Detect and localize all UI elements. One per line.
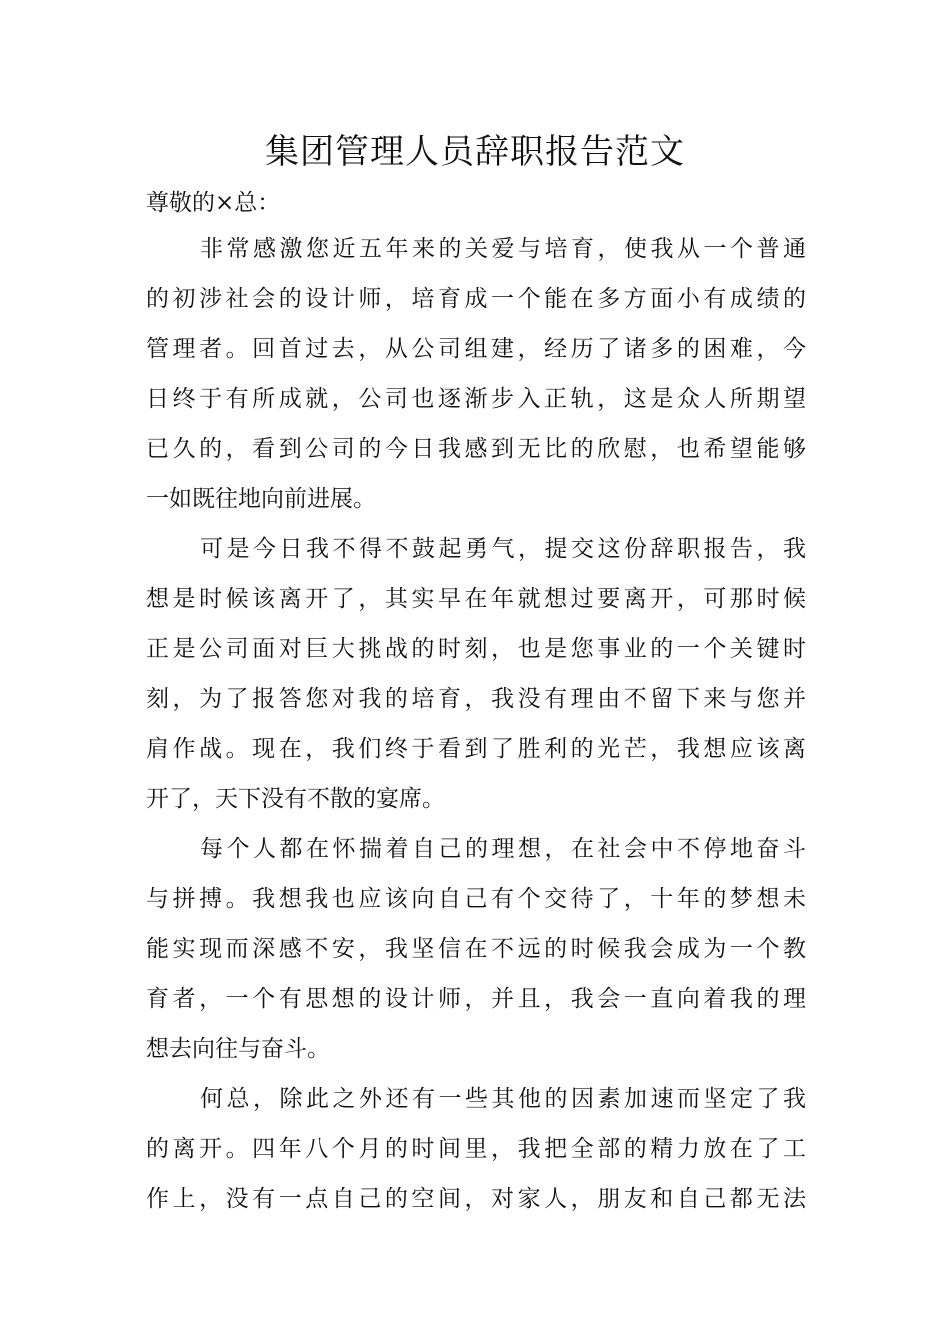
body-line: 刻，为了报答您对我的培育，我没有理由不留下来与您并 bbox=[146, 686, 806, 712]
body-line: 开了，天下没有不散的宴席。 bbox=[146, 786, 445, 812]
body-line: 一如既往地向前进展。 bbox=[146, 486, 376, 512]
body-line: 育者，一个有思想的设计师，并且，我会一直向着我的理 bbox=[146, 986, 806, 1012]
body-line: 何总，除此之外还有一些其他的因素加速而坚定了我 bbox=[200, 1086, 806, 1112]
body-line: 非常感激您近五年来的关爱与培育，使我从一个普通 bbox=[200, 236, 806, 262]
body-line: 可是今日我不得不鼓起勇气，提交这份辞职报告，我 bbox=[200, 536, 806, 562]
body-line: 已久的，看到公司的今日我感到无比的欣慰，也希望能够 bbox=[146, 436, 806, 462]
body-line: 能实现而深感不安，我坚信在不远的时候我会成为一个教 bbox=[146, 936, 806, 962]
body-line: 肩作战。现在，我们终于看到了胜利的光芒，我想应该离 bbox=[146, 736, 806, 762]
body-line: 管理者。回首过去，从公司组建，经历了诸多的困难，今 bbox=[146, 336, 806, 362]
body-line: 想是时候该离开了，其实早在年就想过要离开，可那时候 bbox=[146, 586, 806, 612]
body-line: 的初涉社会的设计师，培育成一个能在多方面小有成绩的 bbox=[146, 286, 806, 312]
document-title: 集团管理人员辞职报告范文 bbox=[265, 132, 685, 172]
body-line: 日终于有所成就，公司也逐渐步入正轨，这是众人所期望 bbox=[146, 386, 806, 412]
body-line: 作上，没有一点自己的空间，对家人，朋友和自己都无法 bbox=[146, 1186, 806, 1212]
body-line: 的离开。四年八个月的时间里，我把全部的精力放在了工 bbox=[146, 1136, 806, 1162]
salutation: 尊敬的×总： bbox=[146, 190, 281, 216]
body-line: 正是公司面对巨大挑战的时刻，也是您事业的一个关键时 bbox=[146, 636, 806, 662]
body-line: 每个人都在怀揣着自己的理想，在社会中不停地奋斗 bbox=[200, 836, 806, 862]
body-line: 与拼搏。我想我也应该向自己有个交待了，十年的梦想未 bbox=[146, 886, 806, 912]
body-line: 想去向往与奋斗。 bbox=[146, 1036, 330, 1062]
